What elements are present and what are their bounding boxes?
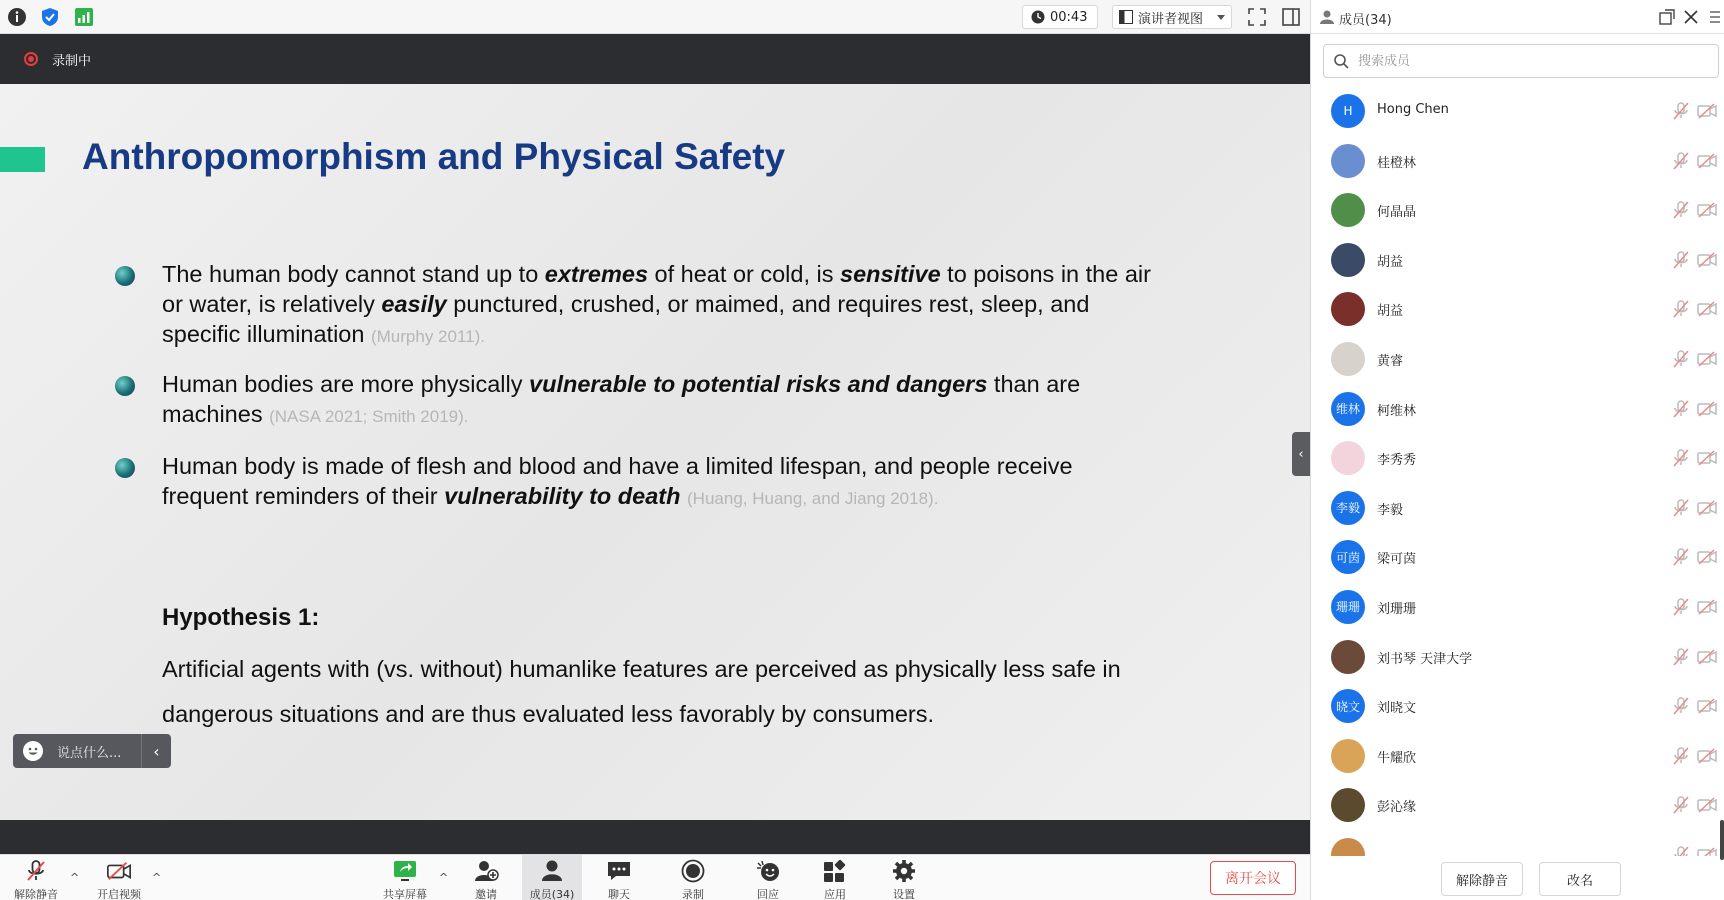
mic-off-icon[interactable] bbox=[1673, 201, 1689, 219]
camera-off-icon[interactable] bbox=[1697, 252, 1717, 268]
mic-off-icon[interactable] bbox=[1673, 102, 1689, 120]
chat-bubble-icon bbox=[606, 859, 632, 883]
bullet-dot bbox=[115, 458, 135, 478]
camera-off-icon[interactable] bbox=[1697, 797, 1717, 813]
rename-button[interactable]: 改名 bbox=[1539, 862, 1621, 896]
avatar bbox=[1331, 292, 1365, 326]
members-panel-header bbox=[1311, 0, 1724, 34]
side-panel-toggle-icon[interactable] bbox=[1281, 7, 1301, 27]
mic-off-icon[interactable] bbox=[1673, 152, 1689, 170]
members-panel-title: 成员(34) bbox=[1339, 13, 1392, 28]
members-panel-footer bbox=[1311, 856, 1724, 900]
hypothesis-title: Hypothesis 1: bbox=[162, 604, 320, 631]
camera-off-icon[interactable] bbox=[1697, 748, 1717, 764]
member-row[interactable] bbox=[1311, 433, 1724, 483]
member-name: 牛耀欣 bbox=[1377, 750, 1417, 766]
camera-off-icon[interactable] bbox=[1697, 202, 1717, 218]
avatar bbox=[1331, 342, 1365, 376]
avatar: 李毅 bbox=[1331, 491, 1365, 525]
member-name: 胡益 bbox=[1377, 254, 1404, 270]
bullet-dot bbox=[115, 266, 135, 286]
avatar: 可茵 bbox=[1331, 540, 1365, 574]
citation: (Huang, Huang, and Jiang 2018). bbox=[687, 489, 939, 508]
mic-off-icon[interactable] bbox=[1673, 846, 1689, 856]
mic-off-icon[interactable] bbox=[1673, 449, 1689, 467]
chevron-left-icon[interactable]: ‹ bbox=[141, 734, 171, 768]
member-name: 柯维林 bbox=[1377, 403, 1417, 419]
mic-off-icon[interactable] bbox=[1673, 598, 1689, 616]
mic-off-icon[interactable] bbox=[1673, 251, 1689, 269]
mic-off-icon bbox=[23, 859, 49, 883]
search-icon bbox=[1334, 54, 1349, 69]
mic-off-icon[interactable] bbox=[1673, 300, 1689, 318]
member-row[interactable] bbox=[1311, 384, 1724, 434]
member-row[interactable] bbox=[1311, 483, 1724, 533]
chevron-up-icon[interactable]: ^ bbox=[152, 871, 162, 884]
avatar bbox=[1331, 193, 1365, 227]
emoji-icon[interactable] bbox=[23, 741, 43, 761]
avatar bbox=[1331, 144, 1365, 178]
recording-status-bar bbox=[0, 34, 1310, 84]
member-row[interactable] bbox=[1311, 334, 1724, 384]
camera-off-icon[interactable] bbox=[1697, 401, 1717, 417]
avatar: 珊珊 bbox=[1331, 590, 1365, 624]
members-button[interactable]: 成员(34) bbox=[522, 855, 582, 900]
recording-dot-icon bbox=[24, 52, 38, 66]
quick-chat-placeholder[interactable]: 说点什么... bbox=[57, 745, 122, 761]
view-mode-select[interactable] bbox=[1112, 5, 1232, 29]
start-video-button[interactable]: 开启视频 bbox=[89, 855, 149, 900]
slide-bullet-3: Human body is made of flesh and blood and have a limited lifespan, and people receive frequent reminders of their vulnerability to death (Huang, Huang, and Jiang 2018). bbox=[162, 453, 1073, 509]
mic-off-icon[interactable] bbox=[1673, 796, 1689, 814]
mic-off-icon[interactable] bbox=[1673, 747, 1689, 765]
view-mode-label: 演讲者视图 bbox=[1138, 11, 1204, 27]
gear-icon bbox=[891, 859, 917, 883]
member-list-scrollbar[interactable] bbox=[1720, 820, 1724, 860]
clock-icon bbox=[1031, 10, 1045, 24]
camera-off-icon bbox=[106, 859, 132, 883]
member-row[interactable] bbox=[1311, 731, 1724, 781]
avatar: H bbox=[1331, 94, 1365, 128]
camera-off-icon[interactable] bbox=[1697, 351, 1717, 367]
member-row[interactable] bbox=[1311, 86, 1724, 136]
add-user-icon bbox=[473, 859, 499, 883]
camera-off-icon[interactable] bbox=[1697, 599, 1717, 615]
top-bar bbox=[0, 0, 1310, 34]
recording-label: 录制中 bbox=[52, 54, 92, 69]
members-panel bbox=[1310, 0, 1724, 900]
slide-bullet-1: The human body cannot stand up to extremes of heat or cold, is sensitive to poisons in the air or water, is relatively easily punctured, crushed, or maimed, and requires rest, sleep, and specific illumination (Murphy 2011). bbox=[162, 261, 1151, 347]
settings-button[interactable]: 设置 bbox=[874, 855, 934, 900]
camera-off-icon[interactable] bbox=[1697, 450, 1717, 466]
share-screen-icon bbox=[392, 859, 418, 883]
slide-bottom-band bbox=[0, 820, 1310, 854]
chevron-down-icon bbox=[1217, 15, 1225, 20]
member-name: 李秀秀 bbox=[1377, 453, 1417, 469]
network-signal-icon[interactable] bbox=[74, 7, 94, 27]
camera-off-icon[interactable] bbox=[1697, 153, 1717, 169]
member-list bbox=[1311, 86, 1724, 856]
unmute-all-button[interactable]: 解除静音 bbox=[1441, 862, 1523, 896]
avatar bbox=[1331, 243, 1365, 277]
member-name: 何晶晶 bbox=[1377, 205, 1417, 221]
member-name: 刘书琴 天津大学 bbox=[1377, 651, 1473, 667]
avatar bbox=[1331, 788, 1365, 822]
member-row[interactable] bbox=[1311, 284, 1724, 334]
member-name: 彭沁缘 bbox=[1377, 800, 1417, 816]
camera-off-icon[interactable] bbox=[1697, 847, 1717, 856]
member-name: 李毅 bbox=[1377, 502, 1404, 518]
camera-off-icon[interactable] bbox=[1697, 549, 1717, 565]
member-row[interactable] bbox=[1311, 681, 1724, 731]
member-row[interactable] bbox=[1311, 235, 1724, 285]
slide-accent-bar bbox=[0, 147, 45, 172]
member-row[interactable] bbox=[1311, 582, 1724, 632]
info-icon[interactable] bbox=[7, 7, 27, 27]
member-row[interactable] bbox=[1311, 780, 1724, 830]
camera-off-icon[interactable] bbox=[1697, 649, 1717, 665]
avatar bbox=[1331, 640, 1365, 674]
avatar bbox=[1331, 838, 1365, 856]
camera-off-icon[interactable] bbox=[1697, 301, 1717, 317]
chevron-left-icon: ‹ bbox=[1298, 446, 1304, 462]
mic-off-icon[interactable] bbox=[1673, 648, 1689, 666]
chat-button[interactable]: 聊天 bbox=[589, 855, 649, 900]
apps-grid-icon bbox=[822, 859, 848, 883]
meeting-timer bbox=[1022, 5, 1098, 29]
member-row[interactable] bbox=[1311, 632, 1724, 682]
share-screen-button[interactable]: 共享屏幕 bbox=[375, 855, 435, 900]
member-search-input[interactable] bbox=[1358, 51, 1698, 71]
avatar bbox=[1331, 739, 1365, 773]
member-name: 胡益 bbox=[1377, 304, 1404, 320]
member-name: 刘晓文 bbox=[1377, 701, 1417, 717]
avatar: 晓文 bbox=[1331, 689, 1365, 723]
mic-off-icon[interactable] bbox=[1673, 350, 1689, 368]
member-name: 黄睿 bbox=[1377, 353, 1404, 369]
mic-off-icon[interactable] bbox=[1673, 548, 1689, 566]
leave-meeting-button[interactable]: 离开会议 bbox=[1210, 861, 1296, 895]
mic-off-icon[interactable] bbox=[1673, 400, 1689, 418]
slide-bullet-2: Human bodies are more physically vulnerable to potential risks and dangers than are machines (NASA 2021; Smith 2019). bbox=[162, 371, 1081, 427]
camera-off-icon[interactable] bbox=[1697, 103, 1717, 119]
apps-button[interactable]: 应用 bbox=[805, 855, 865, 900]
member-row[interactable] bbox=[1311, 136, 1724, 186]
citation: (Murphy 2011). bbox=[370, 327, 485, 346]
collapse-panel-handle[interactable] bbox=[1292, 432, 1310, 476]
quick-chat-box[interactable] bbox=[13, 734, 171, 768]
mic-off-icon[interactable] bbox=[1673, 499, 1689, 517]
timer-value: 00:43 bbox=[1050, 9, 1088, 25]
reaction-icon bbox=[755, 859, 781, 883]
camera-off-icon[interactable] bbox=[1697, 698, 1717, 714]
shield-icon[interactable] bbox=[40, 7, 60, 27]
close-icon[interactable] bbox=[1683, 9, 1699, 25]
mic-off-icon[interactable] bbox=[1673, 697, 1689, 715]
record-icon bbox=[680, 859, 706, 883]
meeting-toolbar bbox=[0, 854, 1310, 900]
chevron-up-icon[interactable]: ^ bbox=[70, 871, 80, 884]
members-icon bbox=[539, 859, 565, 883]
member-row[interactable] bbox=[1311, 532, 1724, 582]
member-name: 梁可茵 bbox=[1377, 552, 1417, 568]
reactions-button[interactable]: 回应 bbox=[738, 855, 798, 900]
unmute-button[interactable]: 解除静音 bbox=[6, 855, 66, 900]
camera-off-icon[interactable] bbox=[1697, 500, 1717, 516]
record-button[interactable]: 录制 bbox=[663, 855, 723, 900]
avatar bbox=[1331, 441, 1365, 475]
slide-title: Anthropomorphism and Physical Safety bbox=[82, 136, 786, 177]
layout-icon bbox=[1119, 10, 1133, 24]
member-row[interactable] bbox=[1311, 830, 1724, 856]
chevron-up-icon[interactable]: ^ bbox=[439, 871, 449, 884]
shared-slide bbox=[0, 84, 1310, 820]
member-name: 刘珊珊 bbox=[1377, 601, 1417, 617]
menu-icon[interactable] bbox=[1709, 10, 1721, 24]
pop-out-icon[interactable] bbox=[1659, 9, 1675, 25]
fullscreen-icon[interactable] bbox=[1247, 7, 1267, 27]
members-icon bbox=[1319, 9, 1335, 25]
invite-button[interactable]: 邀请 bbox=[456, 855, 516, 900]
avatar: 维林 bbox=[1331, 392, 1365, 426]
bullet-dot bbox=[115, 376, 135, 396]
member-search-box[interactable] bbox=[1323, 44, 1719, 78]
member-row[interactable] bbox=[1311, 185, 1724, 235]
member-name: Hong Chen bbox=[1377, 102, 1449, 117]
member-name: 桂橙林 bbox=[1377, 155, 1417, 171]
hypothesis-text: Artificial agents with (vs. without) humanlike features are perceived as physically less safe in dangerous situations and are thus evaluated less favorably by consumers. bbox=[162, 656, 1121, 727]
citation: (NASA 2021; Smith 2019). bbox=[269, 407, 469, 426]
